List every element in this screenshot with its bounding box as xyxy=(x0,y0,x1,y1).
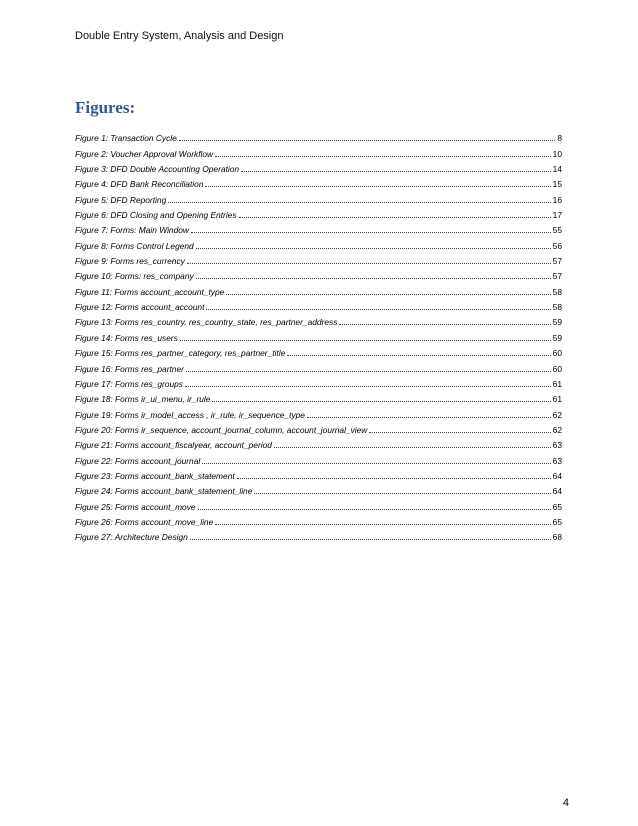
toc-entry-page: 15 xyxy=(552,179,562,190)
toc-entry-title: Figure 10: Forms: res_company xyxy=(75,271,194,282)
toc-entry-title: Figure 7: Forms: Main Window xyxy=(75,225,189,236)
toc-entry-title: Figure 18: Forms ir_ui_menu, ir_rule xyxy=(75,394,211,405)
toc-entry-title: Figure 19: Forms ir_model_access , ir_rule, ir_sequence_type xyxy=(75,409,305,420)
toc-entry-title: Figure 6: DFD Closing and Opening Entries xyxy=(75,210,237,221)
toc-entry-page: 58 xyxy=(552,286,562,297)
toc-entry[interactable] xyxy=(75,143,562,158)
toc-entry-title: Figure 22: Forms account_journal xyxy=(75,455,201,466)
toc-dot-leader xyxy=(254,492,550,494)
toc-dot-leader xyxy=(180,339,551,341)
toc-entry-title: Figure 13: Forms res_country, res_country_state, res_partner_address xyxy=(75,317,338,328)
toc-entry-title: Figure 5: DFD Reporting xyxy=(75,194,167,205)
toc-entry[interactable] xyxy=(75,481,562,496)
toc-entry[interactable] xyxy=(75,404,562,419)
toc-entry-page: 60 xyxy=(552,363,562,374)
toc-entry-page: 62 xyxy=(552,424,562,435)
toc-entry-page: 65 xyxy=(552,501,562,512)
toc-entry-page: 17 xyxy=(552,210,562,221)
toc-dot-leader xyxy=(196,277,551,279)
toc-dot-leader xyxy=(215,155,551,157)
toc-dot-leader xyxy=(198,508,551,510)
toc-entry[interactable] xyxy=(75,420,562,435)
toc-dot-leader xyxy=(168,201,550,203)
toc-entry-page: 10 xyxy=(552,148,562,159)
toc-dot-leader xyxy=(196,247,551,249)
table-of-figures xyxy=(75,128,562,542)
toc-dot-leader xyxy=(307,416,551,418)
toc-entry[interactable] xyxy=(75,174,562,189)
toc-entry-title: Figure 3: DFD Double Accounting Operation xyxy=(75,164,240,175)
toc-entry[interactable] xyxy=(75,343,562,358)
toc-entry[interactable] xyxy=(75,281,562,296)
toc-entry-title: Figure 12: Forms account_account xyxy=(75,302,205,313)
toc-entry[interactable] xyxy=(75,466,562,481)
figures-heading: Figures: xyxy=(75,98,136,117)
toc-entry[interactable] xyxy=(75,389,562,404)
document-header: Double Entry System, Analysis and Design xyxy=(75,30,284,42)
toc-dot-leader xyxy=(215,523,550,525)
toc-entry[interactable] xyxy=(75,251,562,266)
toc-entry[interactable] xyxy=(75,235,562,250)
toc-entry[interactable] xyxy=(75,312,562,327)
toc-entry-title: Figure 14: Forms res_users xyxy=(75,332,178,343)
toc-entry-title: Figure 4: DFD Bank Reconciliation xyxy=(75,179,204,190)
toc-entry[interactable] xyxy=(75,512,562,527)
toc-entry[interactable] xyxy=(75,435,562,450)
toc-entry-page: 68 xyxy=(552,532,562,543)
toc-entry-title: Figure 15: Forms res_partner_category, res_partner_title xyxy=(75,348,286,359)
toc-entry-title: Figure 9: Forms res_currency xyxy=(75,256,185,267)
toc-dot-leader xyxy=(186,370,551,372)
toc-entry-page: 64 xyxy=(552,470,562,481)
toc-entry-page: 64 xyxy=(552,486,562,497)
toc-entry[interactable] xyxy=(75,189,562,204)
toc-dot-leader xyxy=(274,446,551,448)
toc-entry[interactable] xyxy=(75,496,562,511)
toc-entry-title: Figure 26: Forms account_move_line xyxy=(75,516,214,527)
toc-dot-leader xyxy=(206,308,550,310)
toc-entry-title: Figure 16: Forms res_partner xyxy=(75,363,184,374)
toc-dot-leader xyxy=(190,538,551,540)
toc-entry-page: 61 xyxy=(552,378,562,389)
toc-entry[interactable] xyxy=(75,374,562,389)
toc-dot-leader xyxy=(202,462,550,464)
toc-entry-title: Figure 17: Forms res_groups xyxy=(75,378,183,389)
toc-entry[interactable] xyxy=(75,266,562,281)
toc-dot-leader xyxy=(212,400,550,402)
toc-dot-leader xyxy=(185,385,551,387)
toc-dot-leader xyxy=(226,293,550,295)
toc-dot-leader xyxy=(191,231,551,233)
toc-entry[interactable] xyxy=(75,358,562,373)
toc-entry[interactable] xyxy=(75,327,562,342)
toc-dot-leader xyxy=(237,477,551,479)
toc-entry-page: 65 xyxy=(552,516,562,527)
toc-entry-page: 56 xyxy=(552,240,562,251)
toc-entry-page: 62 xyxy=(552,409,562,420)
page-number: 4 xyxy=(562,797,569,809)
toc-entry-page: 59 xyxy=(552,317,562,328)
toc-entry-page: 59 xyxy=(552,332,562,343)
toc-entry-page: 16 xyxy=(552,194,562,205)
toc-entry[interactable] xyxy=(75,220,562,235)
toc-entry[interactable] xyxy=(75,297,562,312)
toc-dot-leader xyxy=(287,354,550,356)
toc-entry-title: Figure 27: Architecture Design xyxy=(75,532,188,543)
toc-entry[interactable] xyxy=(75,159,562,174)
toc-entry-title: Figure 8: Forms Control Legend xyxy=(75,240,194,251)
toc-dot-leader xyxy=(369,431,550,433)
toc-dot-leader xyxy=(179,139,556,141)
toc-entry-page: 55 xyxy=(552,225,562,236)
toc-entry-page: 61 xyxy=(552,394,562,405)
toc-entry-page: 57 xyxy=(552,271,562,282)
toc-entry-page: 63 xyxy=(552,440,562,451)
toc-entry-page: 60 xyxy=(552,348,562,359)
toc-dot-leader xyxy=(239,216,551,218)
toc-entry-title: Figure 2: Voucher Approval Workflow xyxy=(75,148,214,159)
toc-entry-title: Figure 11: Forms account_account_type xyxy=(75,286,225,297)
toc-dot-leader xyxy=(241,170,551,172)
toc-entry[interactable] xyxy=(75,128,562,143)
toc-entry-title: Figure 24: Forms account_bank_statement_line xyxy=(75,486,253,497)
toc-entry-title: Figure 25: Forms account_move xyxy=(75,501,196,512)
toc-dot-leader xyxy=(339,323,550,325)
toc-entry-page: 63 xyxy=(552,455,562,466)
toc-entry-title: Figure 23: Forms account_bank_statement xyxy=(75,470,235,481)
toc-entry-title: Figure 21: Forms account_fiscalyear, account_period xyxy=(75,440,272,451)
toc-entry-page: 8 xyxy=(557,133,562,144)
toc-entry[interactable] xyxy=(75,205,562,220)
toc-entry-page: 14 xyxy=(552,164,562,175)
toc-dot-leader xyxy=(205,185,550,187)
toc-entry[interactable] xyxy=(75,527,562,542)
toc-entry[interactable] xyxy=(75,450,562,465)
toc-entry-page: 57 xyxy=(552,256,562,267)
toc-entry-title: Figure 20: Forms ir_sequence, account_journal_column, account_journal_view xyxy=(75,424,368,435)
toc-entry-page: 58 xyxy=(552,302,562,313)
toc-entry-title: Figure 1: Transaction Cycle xyxy=(75,133,177,144)
toc-dot-leader xyxy=(187,262,551,264)
